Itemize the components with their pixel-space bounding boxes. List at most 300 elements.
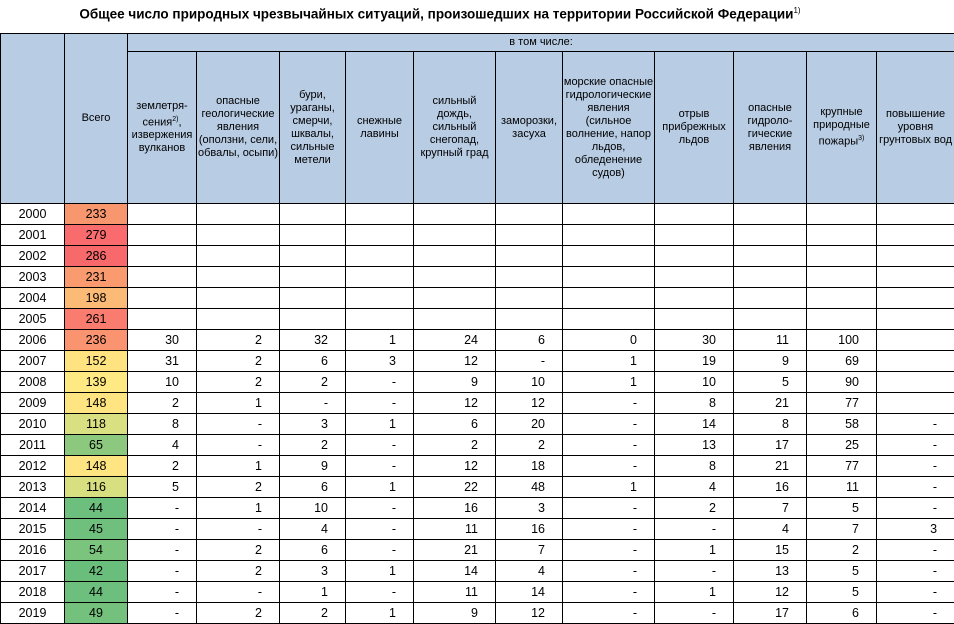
value-cell[interactable]: 1 [346, 561, 414, 582]
total-cell[interactable]: 152 [65, 351, 128, 372]
value-cell[interactable] [414, 309, 496, 330]
header-group-cell[interactable] [128, 34, 954, 52]
value-cell[interactable]: - [128, 582, 197, 603]
value-cell[interactable]: 9 [414, 603, 496, 624]
value-cell[interactable]: - [563, 519, 655, 540]
value-cell[interactable]: - [655, 603, 734, 624]
value-cell[interactable]: 1 [197, 456, 280, 477]
value-cell[interactable]: - [280, 393, 346, 414]
value-cell[interactable]: 24 [414, 330, 496, 351]
table-row [1, 540, 954, 561]
value-cell[interactable] [496, 204, 563, 225]
header-total-cell[interactable] [65, 34, 128, 204]
header-column-3[interactable] [280, 52, 346, 204]
year-cell[interactable]: 2015 [1, 519, 65, 540]
value-cell[interactable]: 1 [197, 393, 280, 414]
value-cell[interactable]: - [563, 456, 655, 477]
value-cell[interactable] [128, 309, 197, 330]
table-row [1, 498, 954, 519]
value-cell[interactable]: 4 [280, 519, 346, 540]
year-cell[interactable]: 2009 [1, 393, 65, 414]
value-cell[interactable]: 8 [655, 456, 734, 477]
value-cell[interactable]: 12 [496, 603, 563, 624]
value-cell[interactable] [563, 288, 655, 309]
value-cell[interactable]: 6 [280, 351, 346, 372]
value-cell[interactable]: - [877, 435, 954, 456]
value-cell[interactable]: - [563, 435, 655, 456]
value-cell[interactable]: 5 [807, 498, 877, 519]
value-cell[interactable]: 21 [414, 540, 496, 561]
header-column-5[interactable] [414, 52, 496, 204]
value-cell[interactable]: 7 [807, 519, 877, 540]
header-column-4[interactable] [346, 52, 414, 204]
value-cell[interactable]: 7 [496, 540, 563, 561]
value-cell[interactable] [655, 309, 734, 330]
value-cell[interactable] [346, 246, 414, 267]
total-cell[interactable]: 44 [65, 498, 128, 519]
value-cell[interactable]: 100 [807, 330, 877, 351]
value-cell[interactable]: 14 [496, 582, 563, 603]
value-cell[interactable]: - [563, 540, 655, 561]
value-cell[interactable] [414, 225, 496, 246]
value-cell[interactable] [807, 267, 877, 288]
value-cell[interactable] [877, 288, 954, 309]
value-cell[interactable] [280, 204, 346, 225]
value-cell[interactable]: 2 [280, 372, 346, 393]
value-cell[interactable]: - [197, 435, 280, 456]
value-cell[interactable]: 10 [496, 372, 563, 393]
value-cell[interactable]: - [346, 393, 414, 414]
header-column-2[interactable] [197, 52, 280, 204]
value-cell[interactable] [877, 267, 954, 288]
value-cell[interactable]: 5 [128, 477, 197, 498]
value-cell[interactable]: 4 [496, 561, 563, 582]
value-cell[interactable]: - [877, 414, 954, 435]
value-cell[interactable] [128, 267, 197, 288]
value-cell[interactable]: 30 [655, 330, 734, 351]
value-cell[interactable]: - [346, 519, 414, 540]
value-cell[interactable]: 2 [197, 561, 280, 582]
value-cell[interactable] [414, 204, 496, 225]
table-row [1, 435, 954, 456]
total-cell[interactable]: 261 [65, 309, 128, 330]
value-cell[interactable]: - [877, 561, 954, 582]
value-cell[interactable] [563, 225, 655, 246]
value-cell[interactable]: 31 [128, 351, 197, 372]
value-cell[interactable] [414, 246, 496, 267]
value-cell[interactable]: 48 [496, 477, 563, 498]
value-cell[interactable] [807, 204, 877, 225]
year-cell[interactable]: 2016 [1, 540, 65, 561]
total-cell[interactable]: 116 [65, 477, 128, 498]
value-cell[interactable]: 3 [280, 414, 346, 435]
value-cell[interactable]: 2 [280, 435, 346, 456]
header-column-footnote: 2) [172, 116, 178, 123]
value-cell[interactable]: - [128, 498, 197, 519]
value-cell[interactable] [346, 309, 414, 330]
value-cell[interactable]: - [877, 603, 954, 624]
value-cell[interactable]: 15 [734, 540, 807, 561]
header-column-label: опасные геологические явления (оползни, сели, обвалы, осыпи) [198, 95, 278, 159]
year-cell[interactable]: 2008 [1, 372, 65, 393]
value-cell[interactable]: 4 [655, 477, 734, 498]
header-column-label-suffix: , извержения вулканов [132, 116, 193, 154]
header-column-8[interactable] [655, 52, 734, 204]
header-year-cell[interactable] [1, 34, 65, 204]
value-cell[interactable] [280, 246, 346, 267]
table-row [1, 582, 954, 603]
value-cell[interactable]: - [563, 603, 655, 624]
value-cell[interactable]: 16 [414, 498, 496, 519]
header-column-11[interactable] [877, 52, 954, 204]
value-cell[interactable]: - [346, 582, 414, 603]
value-cell[interactable]: 11 [734, 330, 807, 351]
value-cell[interactable]: 90 [807, 372, 877, 393]
value-cell[interactable] [496, 309, 563, 330]
value-cell[interactable]: 20 [496, 414, 563, 435]
value-cell[interactable]: - [128, 540, 197, 561]
total-cell[interactable]: 42 [65, 561, 128, 582]
value-cell[interactable] [563, 267, 655, 288]
value-cell[interactable]: 58 [807, 414, 877, 435]
value-cell[interactable] [346, 204, 414, 225]
total-cell[interactable]: 148 [65, 393, 128, 414]
value-cell[interactable]: 5 [807, 582, 877, 603]
value-cell[interactable] [280, 267, 346, 288]
value-cell[interactable]: 9 [280, 456, 346, 477]
year-cell[interactable]: 2010 [1, 414, 65, 435]
value-cell[interactable] [128, 246, 197, 267]
value-cell[interactable] [496, 267, 563, 288]
value-cell[interactable]: 6 [496, 330, 563, 351]
total-cell[interactable]: 198 [65, 288, 128, 309]
value-cell[interactable] [414, 267, 496, 288]
value-cell[interactable]: 77 [807, 393, 877, 414]
year-cell[interactable]: 2004 [1, 288, 65, 309]
value-cell[interactable]: 4 [128, 435, 197, 456]
value-cell[interactable] [280, 288, 346, 309]
value-cell[interactable] [128, 288, 197, 309]
value-cell[interactable]: 1 [563, 477, 655, 498]
value-cell[interactable] [197, 267, 280, 288]
value-cell[interactable] [414, 288, 496, 309]
value-cell[interactable] [346, 288, 414, 309]
year-cell[interactable]: 2007 [1, 351, 65, 372]
table-body [1, 204, 954, 624]
table-row [1, 456, 954, 477]
value-cell[interactable] [877, 225, 954, 246]
value-cell[interactable]: 6 [807, 603, 877, 624]
header-column-label: бури, ураганы, смерчи, шквалы, сильные метели [290, 89, 335, 166]
value-cell[interactable]: - [877, 582, 954, 603]
header-column-7[interactable] [563, 52, 655, 204]
value-cell[interactable]: - [655, 561, 734, 582]
value-cell[interactable]: 77 [807, 456, 877, 477]
total-cell[interactable]: 233 [65, 204, 128, 225]
header-column-label: землетря-сения [136, 100, 187, 129]
value-cell[interactable] [563, 204, 655, 225]
value-cell[interactable]: 17 [734, 603, 807, 624]
value-cell[interactable]: 17 [734, 435, 807, 456]
value-cell[interactable]: 21 [734, 393, 807, 414]
value-cell[interactable]: - [877, 456, 954, 477]
value-cell[interactable]: 12 [734, 582, 807, 603]
value-cell[interactable]: 14 [414, 561, 496, 582]
value-cell[interactable]: - [877, 477, 954, 498]
table-row [1, 603, 954, 624]
total-cell[interactable]: 65 [65, 435, 128, 456]
value-cell[interactable]: 3 [877, 519, 954, 540]
value-cell[interactable]: - [346, 540, 414, 561]
value-cell[interactable]: - [346, 435, 414, 456]
value-cell[interactable] [197, 288, 280, 309]
value-cell[interactable] [496, 288, 563, 309]
value-cell[interactable] [877, 372, 954, 393]
value-cell[interactable]: 0 [563, 330, 655, 351]
value-cell[interactable]: - [877, 498, 954, 519]
table-header [1, 34, 954, 204]
value-cell[interactable]: 1 [655, 582, 734, 603]
value-cell[interactable]: 1 [280, 582, 346, 603]
value-cell[interactable] [197, 225, 280, 246]
value-cell[interactable]: 11 [414, 519, 496, 540]
header-column-label: опасные гидроло-гические явления [748, 102, 793, 153]
header-column-label: снежные лавины [357, 115, 402, 140]
value-cell[interactable]: 11 [807, 477, 877, 498]
value-cell[interactable]: - [128, 561, 197, 582]
value-cell[interactable]: 2 [197, 330, 280, 351]
value-cell[interactable] [346, 225, 414, 246]
year-cell[interactable]: 2005 [1, 309, 65, 330]
total-cell[interactable]: 45 [65, 519, 128, 540]
value-cell[interactable]: 1 [346, 477, 414, 498]
value-cell[interactable]: 3 [346, 351, 414, 372]
value-cell[interactable]: 69 [807, 351, 877, 372]
header-column-label: повышение уровня грунтовых вод [879, 108, 952, 146]
sheet-title [0, 0, 880, 32]
year-cell[interactable]: 2003 [1, 267, 65, 288]
value-cell[interactable]: 2 [496, 435, 563, 456]
value-cell[interactable]: 1 [563, 372, 655, 393]
value-cell[interactable]: 10 [655, 372, 734, 393]
total-cell[interactable]: 279 [65, 225, 128, 246]
value-cell[interactable]: 16 [734, 477, 807, 498]
value-cell[interactable]: 14 [655, 414, 734, 435]
year-cell[interactable]: 2002 [1, 246, 65, 267]
year-cell[interactable]: 2012 [1, 456, 65, 477]
value-cell[interactable]: 3 [496, 498, 563, 519]
value-cell[interactable]: 10 [280, 498, 346, 519]
value-cell[interactable]: 19 [655, 351, 734, 372]
total-cell[interactable]: 139 [65, 372, 128, 393]
value-cell[interactable]: 9 [734, 351, 807, 372]
value-cell[interactable] [197, 246, 280, 267]
year-cell[interactable]: 2006 [1, 330, 65, 351]
value-cell[interactable] [807, 246, 877, 267]
value-cell[interactable]: 2 [197, 540, 280, 561]
header-column-9[interactable] [734, 52, 807, 204]
header-column-6[interactable] [496, 52, 563, 204]
header-column-label: отрыв прибрежных льдов [662, 108, 725, 146]
value-cell[interactable] [655, 225, 734, 246]
value-cell[interactable] [197, 309, 280, 330]
value-cell[interactable]: 1 [563, 351, 655, 372]
value-cell[interactable]: - [563, 561, 655, 582]
value-cell[interactable] [655, 246, 734, 267]
year-cell[interactable]: 2001 [1, 225, 65, 246]
value-cell[interactable]: 12 [414, 393, 496, 414]
header-column-label: сильный дождь, сильный снегопад, крупный град [420, 95, 488, 159]
value-cell[interactable] [655, 267, 734, 288]
value-cell[interactable] [496, 246, 563, 267]
value-cell[interactable] [734, 246, 807, 267]
value-cell[interactable]: 1 [655, 540, 734, 561]
value-cell[interactable]: 1 [346, 603, 414, 624]
total-cell[interactable]: 148 [65, 456, 128, 477]
value-cell[interactable]: 1 [346, 330, 414, 351]
value-cell[interactable]: 22 [414, 477, 496, 498]
table-row [1, 414, 954, 435]
value-cell[interactable] [877, 393, 954, 414]
value-cell[interactable]: 25 [807, 435, 877, 456]
value-cell[interactable] [280, 309, 346, 330]
value-cell[interactable]: - [655, 519, 734, 540]
value-cell[interactable] [655, 204, 734, 225]
year-cell[interactable]: 2011 [1, 435, 65, 456]
value-cell[interactable]: 5 [807, 561, 877, 582]
value-cell[interactable]: 1 [346, 414, 414, 435]
year-cell[interactable]: 2014 [1, 498, 65, 519]
value-cell[interactable]: 2 [197, 603, 280, 624]
value-cell[interactable]: 2 [197, 477, 280, 498]
value-cell[interactable] [734, 267, 807, 288]
value-cell[interactable]: 2 [807, 540, 877, 561]
value-cell[interactable]: - [563, 393, 655, 414]
value-cell[interactable]: 32 [280, 330, 346, 351]
value-cell[interactable] [807, 309, 877, 330]
value-cell[interactable] [496, 225, 563, 246]
total-cell[interactable]: 118 [65, 414, 128, 435]
year-cell[interactable]: 2013 [1, 477, 65, 498]
total-cell[interactable]: 54 [65, 540, 128, 561]
header-column-10[interactable] [807, 52, 877, 204]
value-cell[interactable] [877, 351, 954, 372]
value-cell[interactable]: - [563, 414, 655, 435]
value-cell[interactable]: - [877, 540, 954, 561]
value-cell[interactable]: 13 [734, 561, 807, 582]
value-cell[interactable]: 4 [734, 519, 807, 540]
value-cell[interactable] [563, 309, 655, 330]
value-cell[interactable]: 8 [128, 414, 197, 435]
value-cell[interactable] [877, 246, 954, 267]
value-cell[interactable]: 2 [197, 372, 280, 393]
value-cell[interactable]: 7 [734, 498, 807, 519]
value-cell[interactable]: 2 [655, 498, 734, 519]
value-cell[interactable]: 18 [496, 456, 563, 477]
value-cell[interactable] [734, 204, 807, 225]
value-cell[interactable]: 2 [128, 456, 197, 477]
value-cell[interactable]: 9 [414, 372, 496, 393]
value-cell[interactable]: - [197, 582, 280, 603]
year-cell[interactable]: 2017 [1, 561, 65, 582]
value-cell[interactable]: 13 [655, 435, 734, 456]
value-cell[interactable] [128, 225, 197, 246]
value-cell[interactable] [877, 330, 954, 351]
value-cell[interactable]: - [197, 519, 280, 540]
value-cell[interactable]: - [346, 498, 414, 519]
value-cell[interactable]: 2 [128, 393, 197, 414]
table-row [1, 477, 954, 498]
total-cell[interactable]: 49 [65, 603, 128, 624]
value-cell[interactable]: 5 [734, 372, 807, 393]
year-cell[interactable]: 2000 [1, 204, 65, 225]
value-cell[interactable] [563, 246, 655, 267]
value-cell[interactable]: 10 [128, 372, 197, 393]
value-cell[interactable]: 30 [128, 330, 197, 351]
value-cell[interactable]: 6 [280, 540, 346, 561]
value-cell[interactable]: 16 [496, 519, 563, 540]
value-cell[interactable]: 8 [655, 393, 734, 414]
table-row [1, 204, 954, 225]
year-cell[interactable]: 2019 [1, 603, 65, 624]
value-cell[interactable]: - [346, 372, 414, 393]
year-cell[interactable]: 2018 [1, 582, 65, 603]
value-cell[interactable]: 21 [734, 456, 807, 477]
table-row [1, 246, 954, 267]
value-cell[interactable]: 6 [280, 477, 346, 498]
table-row [1, 351, 954, 372]
table-row [1, 519, 954, 540]
value-cell[interactable]: 8 [734, 414, 807, 435]
value-cell[interactable]: 12 [496, 393, 563, 414]
total-cell[interactable]: 286 [65, 246, 128, 267]
value-cell[interactable]: - [197, 414, 280, 435]
value-cell[interactable] [734, 288, 807, 309]
value-cell[interactable] [346, 267, 414, 288]
value-cell[interactable]: - [496, 351, 563, 372]
value-cell[interactable] [877, 309, 954, 330]
value-cell[interactable]: 2 [197, 351, 280, 372]
value-cell[interactable] [877, 204, 954, 225]
value-cell[interactable]: 11 [414, 582, 496, 603]
value-cell[interactable]: 12 [414, 351, 496, 372]
value-cell[interactable] [807, 225, 877, 246]
value-cell[interactable] [734, 309, 807, 330]
value-cell[interactable]: 2 [414, 435, 496, 456]
value-cell[interactable]: - [128, 519, 197, 540]
value-cell[interactable]: - [128, 603, 197, 624]
value-cell[interactable]: 2 [280, 603, 346, 624]
value-cell[interactable] [128, 204, 197, 225]
value-cell[interactable]: 6 [414, 414, 496, 435]
value-cell[interactable] [197, 204, 280, 225]
value-cell[interactable] [280, 225, 346, 246]
header-column-1[interactable] [128, 52, 197, 204]
value-cell[interactable]: 1 [197, 498, 280, 519]
value-cell[interactable] [734, 225, 807, 246]
value-cell[interactable]: 3 [280, 561, 346, 582]
total-cell[interactable]: 44 [65, 582, 128, 603]
total-cell[interactable]: 231 [65, 267, 128, 288]
total-cell[interactable]: 236 [65, 330, 128, 351]
value-cell[interactable]: - [346, 456, 414, 477]
header-column-label: морские опасные гидрологические явления (сильное волнение, напор льдов, обледенение судов) [564, 76, 653, 179]
value-cell[interactable]: - [563, 498, 655, 519]
value-cell[interactable]: - [563, 582, 655, 603]
value-cell[interactable] [655, 288, 734, 309]
value-cell[interactable]: 12 [414, 456, 496, 477]
value-cell[interactable] [807, 288, 877, 309]
